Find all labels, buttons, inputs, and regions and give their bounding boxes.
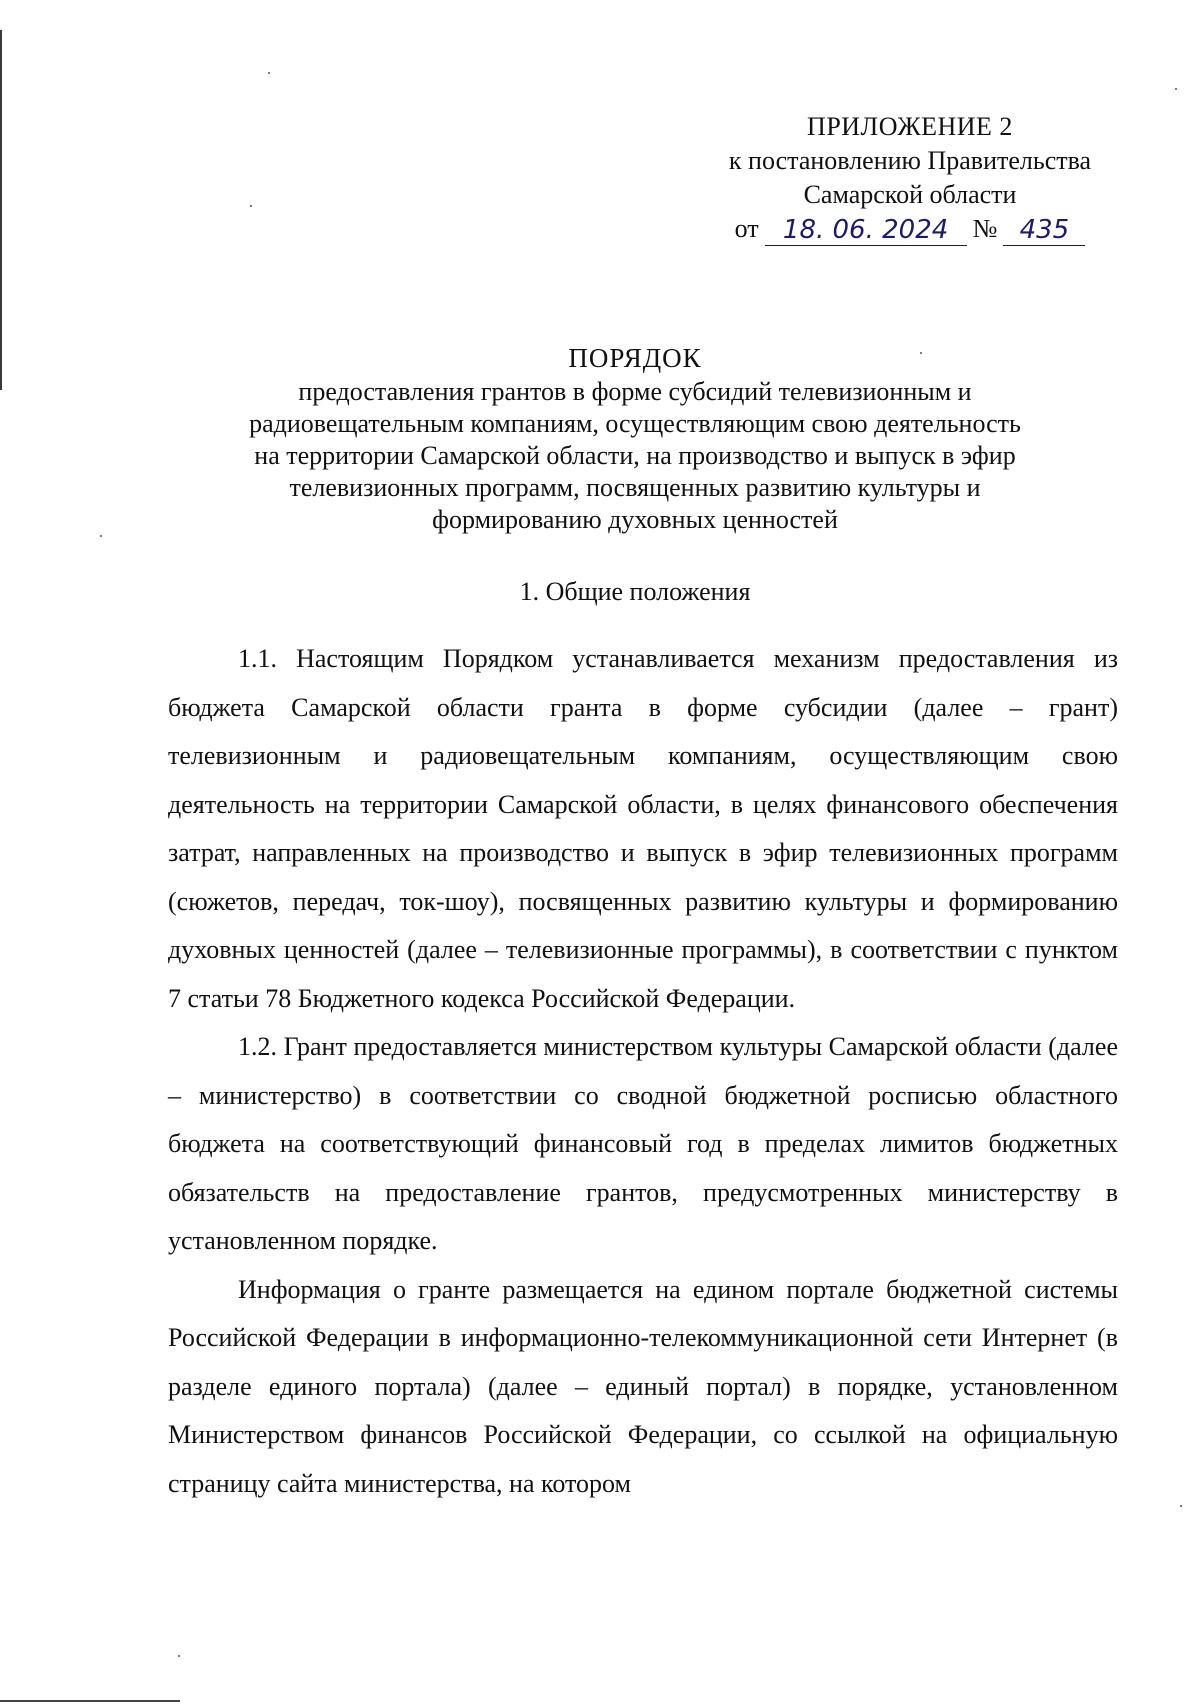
section-heading: 1. Общие положения (519, 577, 751, 606)
scan-speck (178, 1655, 180, 1657)
document-title-block (170, 342, 1100, 536)
appendix-line-1: к постановлению Правительства (728, 146, 1092, 175)
appendix-dateline (690, 212, 1130, 246)
appendix-line-2: Самарской области (803, 180, 1017, 209)
scan-speck (100, 535, 102, 537)
paragraph-info: Информация о гранте размещается на едином портале бюджетной системы Российской Федерации в информационно-телекоммуникационной сети Интернет (в разделе единого портала) (далее – единый портал) в порядке, установленном Министерством финансов Российской Федерации, со ссылкой на официальную страницу сайта министерства, на котором (168, 1274, 1118, 1498)
scan-speck (1175, 88, 1177, 90)
number-sign: № (972, 214, 998, 243)
scan-edge-left (0, 30, 2, 390)
paragraph-1-1: 1.1. Настоящим Порядком устанавливается механизм предоставления из бюджета Самарской области гранта в форме субсидии (далее – грант) телевизионным и радиовещательным компаниям, осуществляющим свою деятельность на территории Самарской области, в целях финансового обеспечения затрат, направленных на производство и выпуск в эфир телевизионных программ (сюжетов, передач, ток-шоу), посвященных развитию культуры и формированию духовных ценностей (далее – телевизионные программы), в соответствии с пунктом 7 статьи 78 Бюджетного кодекса Российской Федерации. (168, 644, 1118, 1013)
paragraph-1-2: 1.2. Грант предоставляется министерством культуры Самарской области (далее – министерство) в соответствии со сводной бюджетной росписью областного бюджета на соответствующий финансовый год в пределах лимитов бюджетных обязательств на предоставление грантов, предусмотренных министерству в установленном порядке. (168, 1032, 1118, 1255)
handwritten-number: 435 (1003, 215, 1085, 246)
scan-edge-bottom (0, 1700, 180, 1702)
handwritten-date: 18. 06. 2024 (765, 215, 967, 246)
subtitle-line: на территории Самарской области, на производство и выпуск в эфир (254, 441, 1016, 470)
scan-speck (268, 72, 270, 74)
appendix-title: ПРИЛОЖЕНИЕ 2 (807, 112, 1013, 141)
subtitle-line: телевизионных программ, посвященных развитию культуры и (289, 473, 981, 502)
subtitle-line: предоставления грантов в форме субсидий телевизионным и (298, 377, 972, 406)
scan-speck (250, 205, 252, 207)
subtitle-line: радиовещательным компаниям, осуществляющим свою деятельность (249, 409, 1021, 438)
document-body (168, 635, 1118, 1508)
document-title: ПОРЯДОК (568, 343, 702, 373)
appendix-header (690, 110, 1130, 246)
date-prefix: от (734, 214, 759, 243)
scan-speck (1180, 1505, 1182, 1507)
subtitle-line: формированию духовных ценностей (432, 505, 838, 534)
